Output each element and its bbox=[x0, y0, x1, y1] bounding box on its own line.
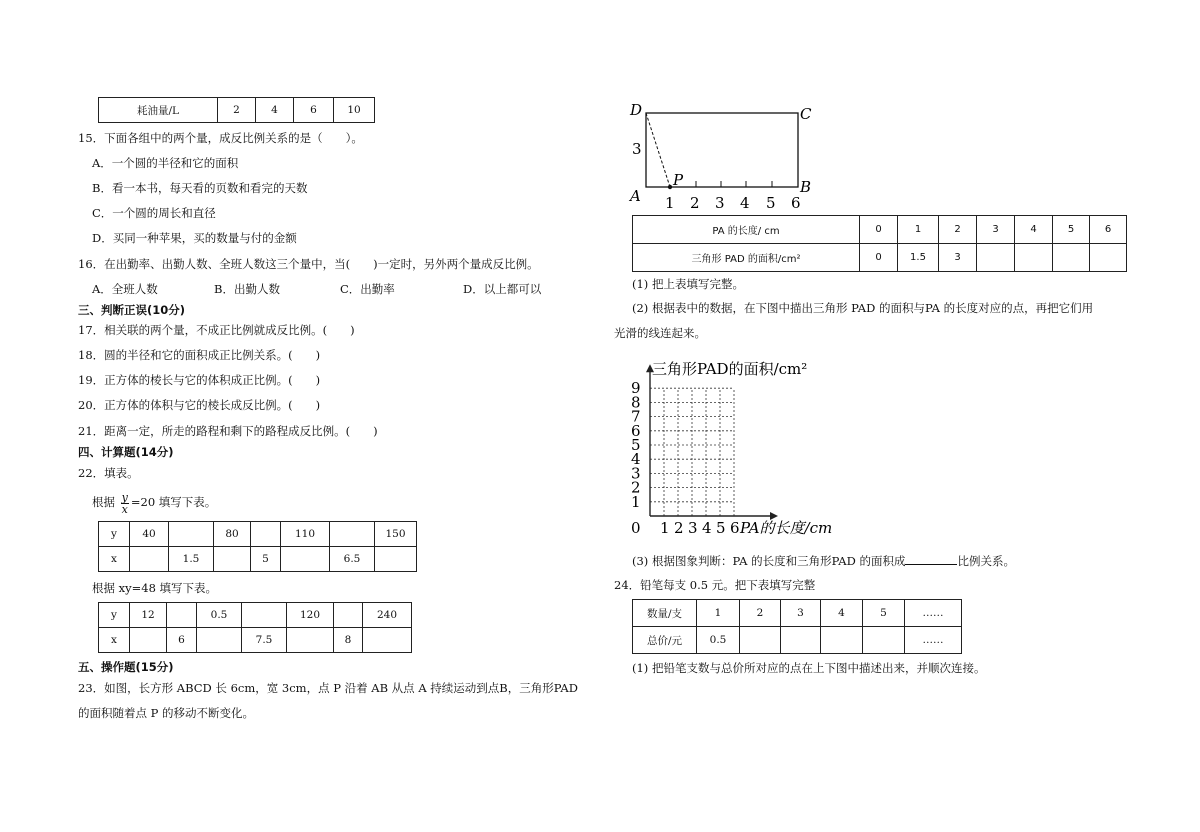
table-cell bbox=[130, 628, 167, 653]
table-cell: 5 bbox=[1053, 216, 1090, 244]
section3-heading: 三、判断正误(10分) bbox=[78, 303, 186, 317]
q15-option-d: D．买同一种苹果，买的数量与付的金额 bbox=[92, 231, 297, 245]
table-cell: 7.5 bbox=[242, 628, 287, 653]
table-cell: 150 bbox=[375, 522, 417, 547]
table-cell: 5 bbox=[251, 547, 281, 572]
table-cell: 6 bbox=[167, 628, 197, 653]
pa-area-table bbox=[632, 215, 1127, 272]
label-b: B bbox=[800, 178, 812, 196]
y-tick-label: 8 bbox=[631, 393, 641, 412]
fuel-table-header: 耗油量/L bbox=[99, 98, 218, 123]
q22-table1 bbox=[98, 521, 417, 572]
table-cell bbox=[242, 603, 287, 628]
x-tick-label: 1 bbox=[660, 519, 670, 537]
table-cell bbox=[167, 603, 197, 628]
table-cell: 4 bbox=[821, 600, 863, 627]
q22-rule2: 根据 xy=48 填写下表。 bbox=[92, 581, 218, 595]
origin-label: 0 bbox=[631, 519, 641, 537]
q16-option-d: D．以上都可以 bbox=[463, 282, 542, 296]
table-cell: 3 bbox=[939, 244, 977, 272]
table-cell bbox=[1015, 244, 1053, 272]
pa-length-row bbox=[633, 216, 1127, 244]
y-tick-label: 2 bbox=[631, 478, 641, 497]
q23-part2-line2: 光滑的线连起来。 bbox=[614, 326, 706, 340]
tick-label: 6 bbox=[791, 194, 801, 212]
q22-rule1 bbox=[92, 490, 216, 515]
rule1-denominator: x bbox=[121, 502, 128, 516]
q15-option-b: B．看一本书，每天看的页数和看完的天数 bbox=[92, 181, 308, 195]
table-cell: 12 bbox=[130, 603, 167, 628]
fuel-table-cell: 2 bbox=[218, 98, 256, 123]
rule1-suffix: =20 填写下表。 bbox=[130, 495, 217, 509]
table-cell: 4 bbox=[1015, 216, 1053, 244]
table-cell bbox=[740, 627, 781, 654]
table-cell: 0.5 bbox=[697, 627, 740, 654]
table-cell bbox=[251, 522, 281, 547]
label-p: P bbox=[673, 171, 684, 189]
pencil-price-row bbox=[633, 627, 962, 654]
table-cell: 1.5 bbox=[169, 547, 214, 572]
segment-dp bbox=[646, 113, 670, 187]
table-cell: 0 bbox=[860, 244, 898, 272]
x-tick-label: 6 bbox=[730, 519, 740, 537]
table-cell bbox=[334, 603, 363, 628]
q23-part1: (1) 把上表填写完整。 bbox=[632, 277, 744, 291]
q22-stem: 22．填表。 bbox=[78, 466, 139, 480]
pa-area-row bbox=[633, 244, 1127, 272]
table-cell bbox=[863, 627, 905, 654]
table-cell bbox=[281, 547, 330, 572]
table-cell: …… bbox=[905, 627, 962, 654]
point-p bbox=[668, 185, 672, 189]
label-width: 3 bbox=[632, 140, 642, 158]
table-cell: 6 bbox=[1090, 216, 1127, 244]
table-cell: x bbox=[99, 547, 130, 572]
table-cell bbox=[977, 244, 1015, 272]
q23-part2-line1: (2) 根据表中的数据，在下图中描出三角形 PAD 的面积与PA 的长度对应的点，再把它们用 bbox=[632, 301, 1094, 315]
rule1-numerator: y bbox=[121, 490, 128, 504]
fuel-table-cell: 4 bbox=[256, 98, 294, 123]
table-cell bbox=[363, 628, 412, 653]
table-cell: 三角形 PAD 的面积/cm² bbox=[633, 244, 860, 272]
table-cell: 1.5 bbox=[898, 244, 939, 272]
table-cell: 6.5 bbox=[330, 547, 375, 572]
judge-item-21: 21．距离一定，所走的路程和剩下的路程成反比例。( ) bbox=[78, 424, 378, 438]
table-cell: y bbox=[99, 522, 130, 547]
q23-part3 bbox=[632, 554, 1015, 568]
label-c: C bbox=[800, 105, 812, 123]
tick-label: 2 bbox=[690, 194, 700, 212]
tick-label: 5 bbox=[766, 194, 776, 212]
y-tick-label: 4 bbox=[631, 450, 641, 469]
fuel-table-cell: 10 bbox=[334, 98, 375, 123]
tick-label: 3 bbox=[715, 194, 725, 212]
section5-heading: 五、操作题(15分) bbox=[78, 660, 174, 674]
table-cell: 8 bbox=[334, 628, 363, 653]
section4-heading: 四、计算题(14分) bbox=[78, 445, 174, 459]
ab-tick-marks bbox=[696, 181, 772, 187]
judge-item-20: 20．正方体的体积与它的棱长成反比例。( ) bbox=[78, 398, 321, 412]
q16-option-a: A．全班人数 bbox=[92, 282, 158, 296]
table1-row-x bbox=[99, 547, 417, 572]
tick-label: 1 bbox=[665, 194, 675, 212]
table-cell: PA 的长度/ cm bbox=[633, 216, 860, 244]
table-cell: 2 bbox=[939, 216, 977, 244]
table-cell: 0.5 bbox=[197, 603, 242, 628]
x-tick-label: 2 bbox=[674, 519, 684, 537]
y-tick-label: 3 bbox=[631, 464, 641, 483]
label-d: D bbox=[630, 101, 643, 119]
table-cell: 110 bbox=[281, 522, 330, 547]
x-axis-title: PA的长度/cm bbox=[740, 519, 833, 537]
q15-option-c: C．一个圆的周长和直径 bbox=[92, 206, 216, 220]
table-cell: 40 bbox=[130, 522, 169, 547]
rectangle-abcd-figure bbox=[626, 98, 826, 212]
tick-label: 4 bbox=[740, 194, 750, 212]
table-cell bbox=[287, 628, 334, 653]
x-tick-label: 3 bbox=[688, 519, 698, 537]
fuel-table-cell: 6 bbox=[294, 98, 334, 123]
q16-option-b: B．出勤人数 bbox=[214, 282, 280, 296]
table-cell: 1 bbox=[697, 600, 740, 627]
table-cell: 数量/支 bbox=[633, 600, 697, 627]
fuel-table bbox=[98, 97, 375, 123]
table-cell: …… bbox=[905, 600, 962, 627]
q24-stem: 24．铅笔每支 0.5 元。把下表填写完整 bbox=[614, 578, 816, 592]
table2-row-y bbox=[99, 603, 412, 628]
table-cell: y bbox=[99, 603, 130, 628]
y-tick-label: 9 bbox=[631, 379, 641, 398]
table-cell bbox=[214, 547, 251, 572]
table-cell bbox=[1053, 244, 1090, 272]
judge-item-18: 18．圆的半径和它的面积成正比例关系。( ) bbox=[78, 348, 321, 362]
table-cell: 2 bbox=[740, 600, 781, 627]
y-tick-label: 6 bbox=[631, 421, 641, 440]
x-tick-label: 5 bbox=[716, 519, 726, 537]
q16-option-c: C．出勤率 bbox=[340, 282, 395, 296]
table-cell: 0 bbox=[860, 216, 898, 244]
q24-part1: (1) 把铅笔支数与总价所对应的点在上下图中描述出来，并顺次连接。 bbox=[632, 661, 986, 675]
q15-stem: 15．下面各组中的两个量，成反比例关系的是（ ）。 bbox=[78, 131, 363, 145]
table-cell bbox=[197, 628, 242, 653]
answer-blank[interactable] bbox=[905, 554, 957, 565]
q23-stem-line1: 23．如图，长方形 ABCD 长 6cm，宽 3cm，点 P 沿着 AB 从点 A 持续运动到点B，三角形PAD bbox=[78, 681, 578, 695]
y-tick-label: 1 bbox=[631, 492, 641, 511]
q23-part3-suffix: 比例关系。 bbox=[957, 554, 1015, 568]
table-cell: x bbox=[99, 628, 130, 653]
x-tick-label: 4 bbox=[702, 519, 712, 537]
q22-table2 bbox=[98, 602, 412, 653]
pencil-table bbox=[632, 599, 962, 654]
y-axis-title: 三角形PAD的面积/cm² bbox=[652, 360, 808, 378]
rectangle-outline bbox=[646, 113, 798, 187]
pencil-count-row bbox=[633, 600, 962, 627]
judge-item-17: 17．相关联的两个量，不成正比例就成反比例。( ) bbox=[78, 323, 355, 337]
table-cell: 3 bbox=[977, 216, 1015, 244]
table-cell bbox=[130, 547, 169, 572]
rule1-prefix: 根据 bbox=[92, 495, 115, 509]
table-cell: 80 bbox=[214, 522, 251, 547]
q16-stem: 16．在出勤率、出勤人数、全班人数这三个量中，当( )一定时，另外两个量成反比例。 bbox=[78, 257, 539, 271]
table-cell bbox=[1090, 244, 1127, 272]
y-tick-label: 7 bbox=[631, 407, 641, 426]
table-cell bbox=[821, 627, 863, 654]
table2-row-x bbox=[99, 628, 412, 653]
label-a: A bbox=[630, 187, 641, 205]
table-cell bbox=[330, 522, 375, 547]
table-cell: 总价/元 bbox=[633, 627, 697, 654]
q23-stem-line2: 的面积随着点 P 的移动不断变化。 bbox=[78, 706, 255, 720]
q23-part3-prefix: (3) 根据图象判断：PA 的长度和三角形PAD 的面积成 bbox=[632, 554, 906, 568]
table-cell: 3 bbox=[781, 600, 821, 627]
table-cell bbox=[169, 522, 214, 547]
table-cell: 1 bbox=[898, 216, 939, 244]
y-tick-label: 5 bbox=[631, 436, 641, 454]
rule1-fraction bbox=[121, 492, 129, 515]
table1-row-y bbox=[99, 522, 417, 547]
area-chart bbox=[620, 354, 850, 544]
table-cell: 5 bbox=[863, 600, 905, 627]
table-cell bbox=[781, 627, 821, 654]
table-cell bbox=[375, 547, 417, 572]
table-cell: 240 bbox=[363, 603, 412, 628]
judge-item-19: 19．正方体的棱长与它的体积成正比例。( ) bbox=[78, 373, 321, 387]
q15-option-a: A．一个圆的半径和它的面积 bbox=[92, 156, 239, 170]
table-cell: 120 bbox=[287, 603, 334, 628]
